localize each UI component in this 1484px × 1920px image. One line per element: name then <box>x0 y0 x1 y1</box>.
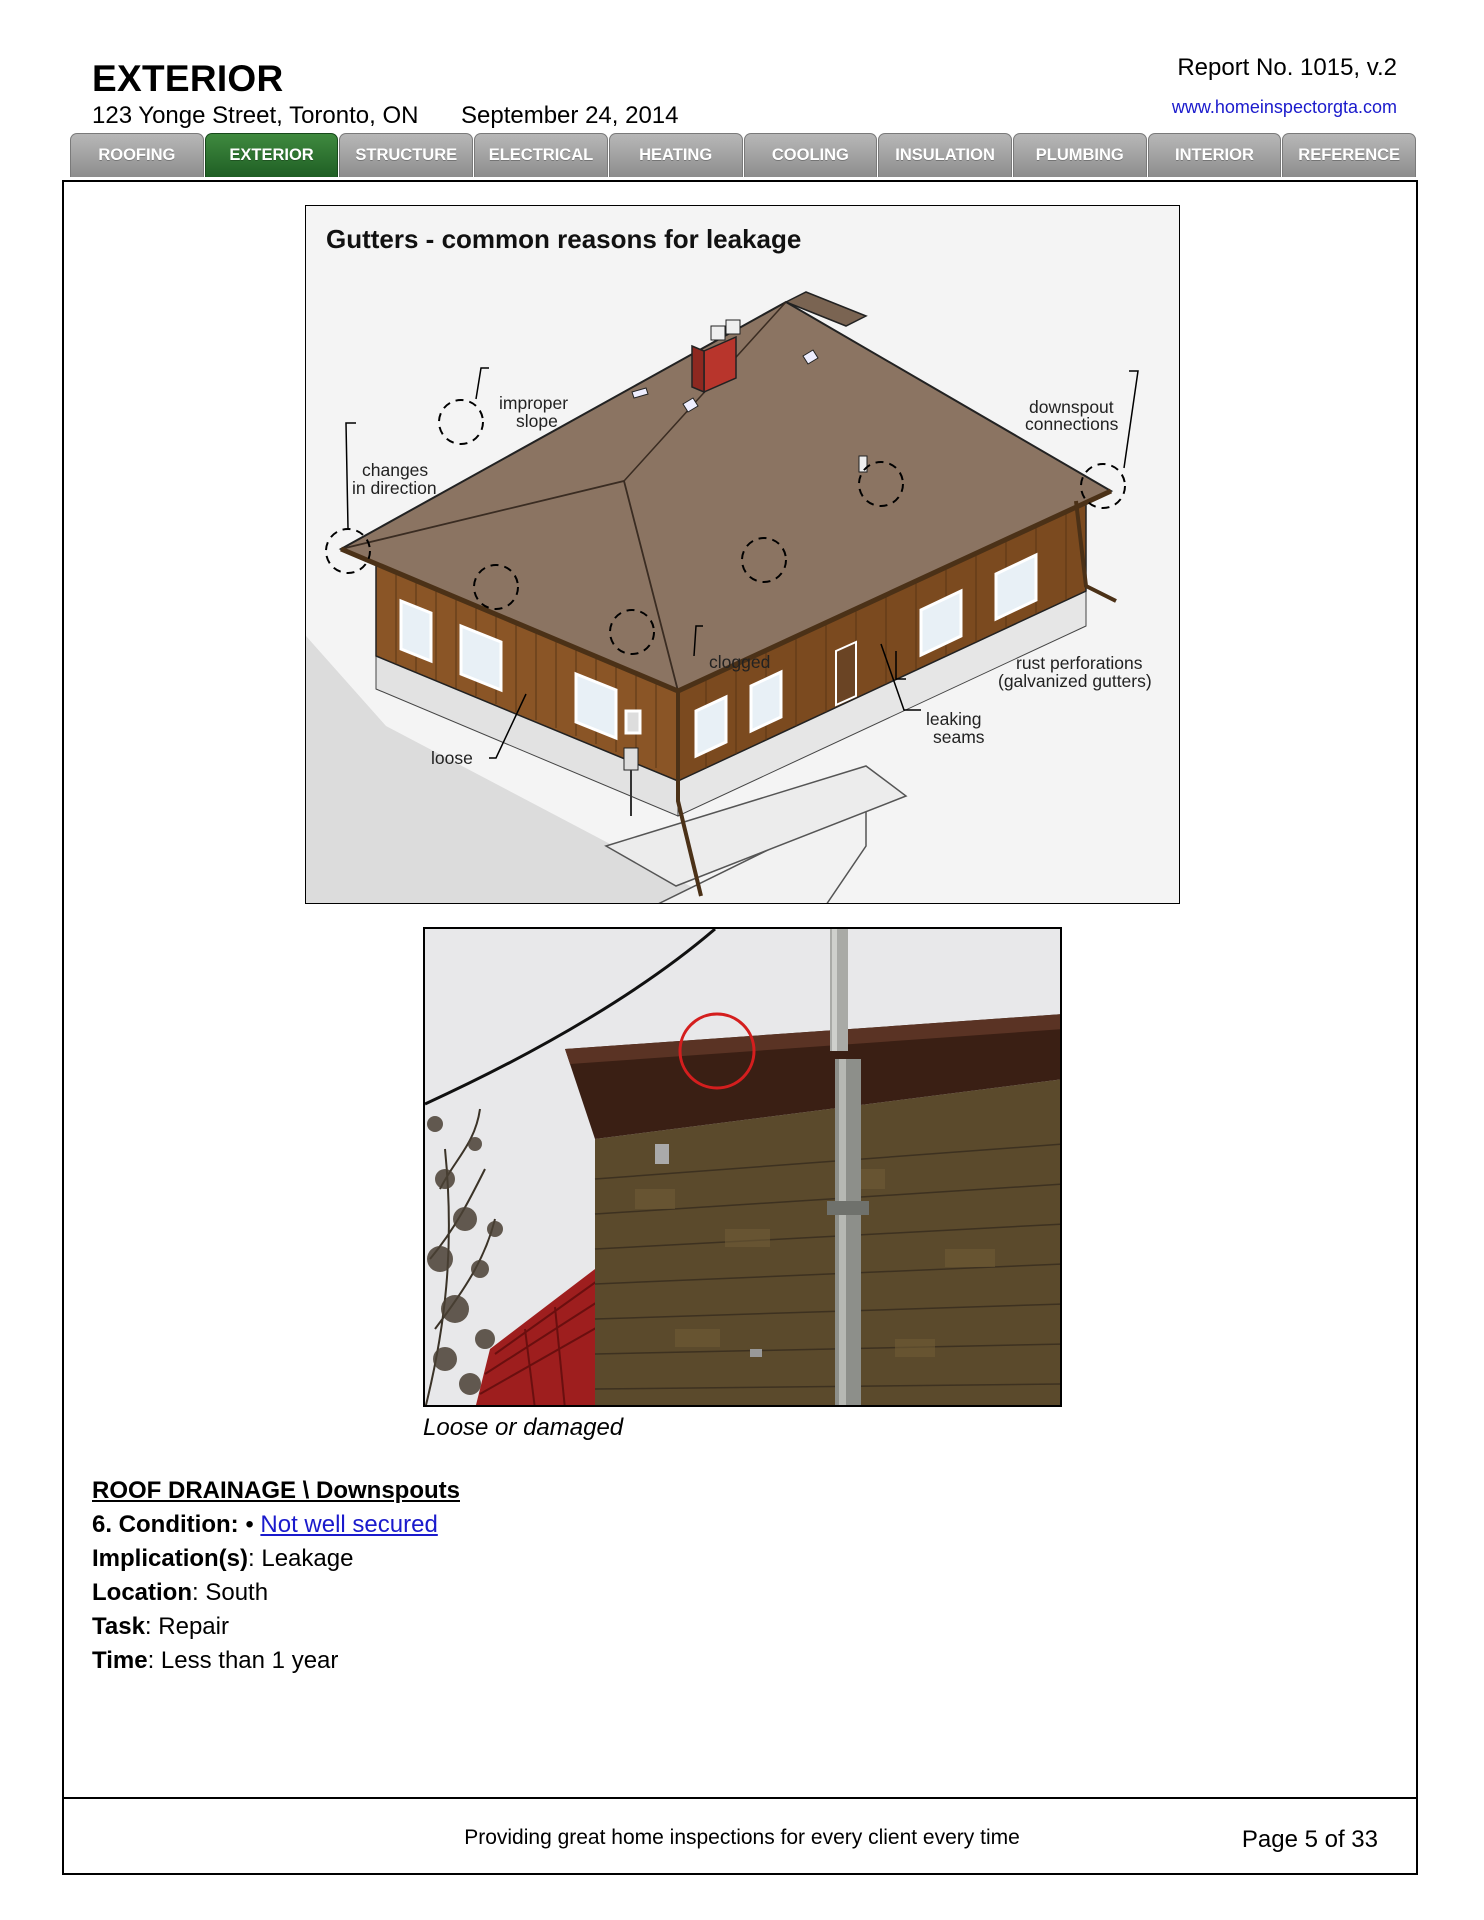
website-link[interactable]: www.homeinspectorgta.com <box>1171 97 1397 117</box>
label-improper-slope-2: slope <box>516 411 558 431</box>
tab-roofing[interactable]: ROOFING <box>70 133 204 177</box>
tab-exterior[interactable]: EXTERIOR <box>205 133 339 177</box>
downspout-photo <box>423 927 1062 1407</box>
tab-reference[interactable]: REFERENCE <box>1282 133 1416 177</box>
time-value: : Less than 1 year <box>147 1647 339 1674</box>
implication-line <box>92 1542 460 1576</box>
report-number: Report No. 1015, v.2 <box>1177 54 1397 81</box>
condition-link[interactable]: Not well secured <box>260 1511 438 1538</box>
label-leaking-seams-2: seams <box>933 727 985 747</box>
label-downspout-connections-2: connections <box>1025 414 1119 434</box>
label-loose: loose <box>431 748 473 768</box>
task-value: : Repair <box>144 1613 229 1640</box>
label-changes-direction-2: in direction <box>352 478 437 498</box>
time-label: Time <box>92 1647 148 1674</box>
condition-label: 6. Condition: <box>92 1511 239 1538</box>
task-line <box>92 1610 460 1644</box>
label-rust-perforations: rust perforations <box>1016 653 1143 673</box>
label-improper-slope: improper <box>499 393 569 413</box>
photo-caption: Loose or damaged <box>423 1414 624 1441</box>
label-downspout-connections: downspout <box>1029 397 1114 417</box>
tab-interior[interactable]: INTERIOR <box>1148 133 1282 177</box>
location-line <box>92 1576 460 1610</box>
inspection-date: September 24, 2014 <box>461 102 679 129</box>
implication-value: : Leakage <box>248 1545 354 1572</box>
location-value: : South <box>192 1579 269 1606</box>
time-line <box>92 1644 460 1678</box>
tab-cooling[interactable]: COOLING <box>744 133 878 177</box>
tab-plumbing[interactable]: PLUMBING <box>1013 133 1147 177</box>
condition-line <box>92 1508 460 1542</box>
tab-heating[interactable]: HEATING <box>609 133 743 177</box>
footer-divider <box>62 1797 1418 1799</box>
section-tabs <box>70 133 1417 177</box>
property-address: 123 Yonge Street, Toronto, ON <box>92 102 419 129</box>
location-label: Location <box>92 1579 192 1606</box>
tab-electrical[interactable]: ELECTRICAL <box>474 133 608 177</box>
label-changes-direction: changes <box>362 460 429 480</box>
implication-label: Implication(s) <box>92 1545 249 1572</box>
item-section-title: ROOF DRAINAGE \ Downspouts <box>92 1477 460 1504</box>
label-rust-perforations-2: (galvanized gutters) <box>998 671 1152 691</box>
section-title: EXTERIOR <box>92 58 284 99</box>
label-clogged: clogged <box>709 652 771 672</box>
item-details <box>92 1474 460 1678</box>
page-number: Page 5 of 33 <box>1241 1826 1378 1853</box>
diagram-title: Gutters - common reasons for leakage <box>326 224 802 254</box>
footer-tagline: Providing great home inspections for every client every time <box>464 1826 1020 1849</box>
tab-structure[interactable]: STRUCTURE <box>339 133 473 177</box>
tab-insulation[interactable]: INSULATION <box>878 133 1012 177</box>
gutter-leakage-diagram <box>305 205 1180 904</box>
label-leaking-seams: leaking <box>926 709 982 729</box>
task-label: Task <box>92 1613 145 1640</box>
bullet: • <box>245 1511 254 1538</box>
